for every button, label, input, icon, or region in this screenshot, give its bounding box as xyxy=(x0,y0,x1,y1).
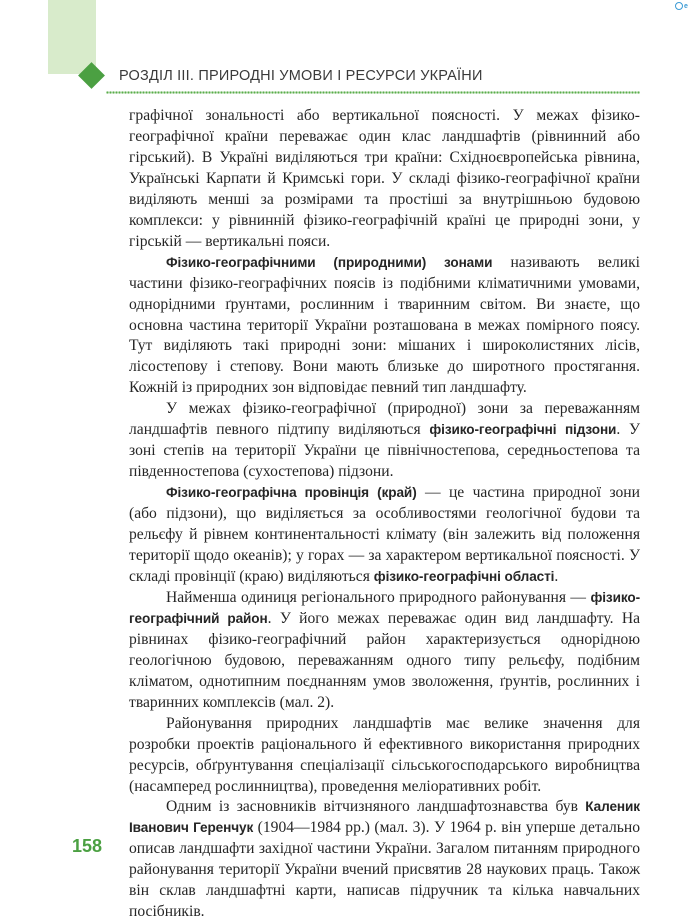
paragraph: Фізико-географічна провінція (край) — це частина природної зони (або підзони), що виділяється за особливостями геологічної будови та рельєфу й рівнем континентальності клімату (він залежить від положення території щодо океанів); у горах — за характером вертикальної поясності. У складі провінції (краю) виділяються фізико-географічні області. xyxy=(129,484,640,585)
paragraph: Районування природних ландшафтів має велике значення для розробки проектів раціонального й ефективного використання природних ресурсів, обґрунтування спеціалізації сільськогосподарського виробництва (насамперед рослинництва), проведення меліоративних робіт. xyxy=(129,714,640,795)
term: фізико-географічні області xyxy=(373,568,555,584)
paragraph: У межах фізико-географічної (природної) зони за переважанням ландшафтів певного підтипу виділяються фізико-географічні підзони. У зоні степів на території України це північностепова, середньостепова та південностепова (сухостепова) підзони. xyxy=(129,400,640,481)
dotted-divider xyxy=(106,91,640,94)
page-number: 158 xyxy=(72,836,103,856)
term: Каленик Іванович Геренчук xyxy=(129,799,640,836)
term: Фізико-географічна провінція (край) xyxy=(166,485,417,501)
term: фізико-географічні підзони xyxy=(429,422,617,438)
body-text xyxy=(129,106,640,923)
section-title: РОЗДІЛ ІІІ. ПРИРОДНІ УМОВИ І РЕСУРСИ УКРАЇНИ xyxy=(119,68,483,84)
paragraph: графічної зональності або вертикальної поясності. У межах фізико-географічної країни переважає один клас ландшафтів (рівнинний або гірський). В Україні виділяються три країни: Східноєвропейська рівнина, Українські Карпати й Кримські гори. У складі фізико-географічної країни виділяють менші за розмірами та простіші за внутрішньою будовою комплекси: у рівнинній фізико-географічній країні це природні зони, у гірській — вертикальні пояси. xyxy=(129,107,640,250)
publisher-logo-icon: e xyxy=(675,2,688,10)
term: Фізико-географічними (природними) зонами xyxy=(166,254,493,270)
paragraph: Одним із засновників вітчизняного ландшафтознавства був Каленик Іванович Геренчук (1904—1984 рр.) (мал. 3). У 1964 р. він уперше детально описав ландшафти західної частини України. Загалом питанням природного районування території України вчений присвятив 28 наукових праць. Також він склав ландшафтні карти, написав підручник та кілька навчальних посібників. xyxy=(129,798,640,921)
paragraph: Найменша одиниця регіонального природного районування — фізико-географічний район. У його межах переважає один вид ландшафту. На рівнинах фізико-географічний район характеризується однорідною геологічною будовою, переважанням одного типу рельєфу, подібним кліматом, однотипним поєднанням умов зволоження, ґрунтів, рослинних і тваринних комплексів (мал. 2). xyxy=(129,588,640,711)
paragraph: Фізико-географічними (природними) зонами називають великі частини фізико-географічних поясів із подібними кліматичними умовами, однорідними ґрунтами, рослинним і тваринним світом. Ви знаєте, що основна частина території України розташована в межах помірного поясу. Тут виділяють такі природні зони: мішаних і широколистяних лісів, лісостепову і степову. Вони мають близьке до широтного простягання. Кожній із природних зон відповідає певний тип ландшафту. xyxy=(129,253,640,397)
term: фізико-географічний район xyxy=(129,589,640,626)
